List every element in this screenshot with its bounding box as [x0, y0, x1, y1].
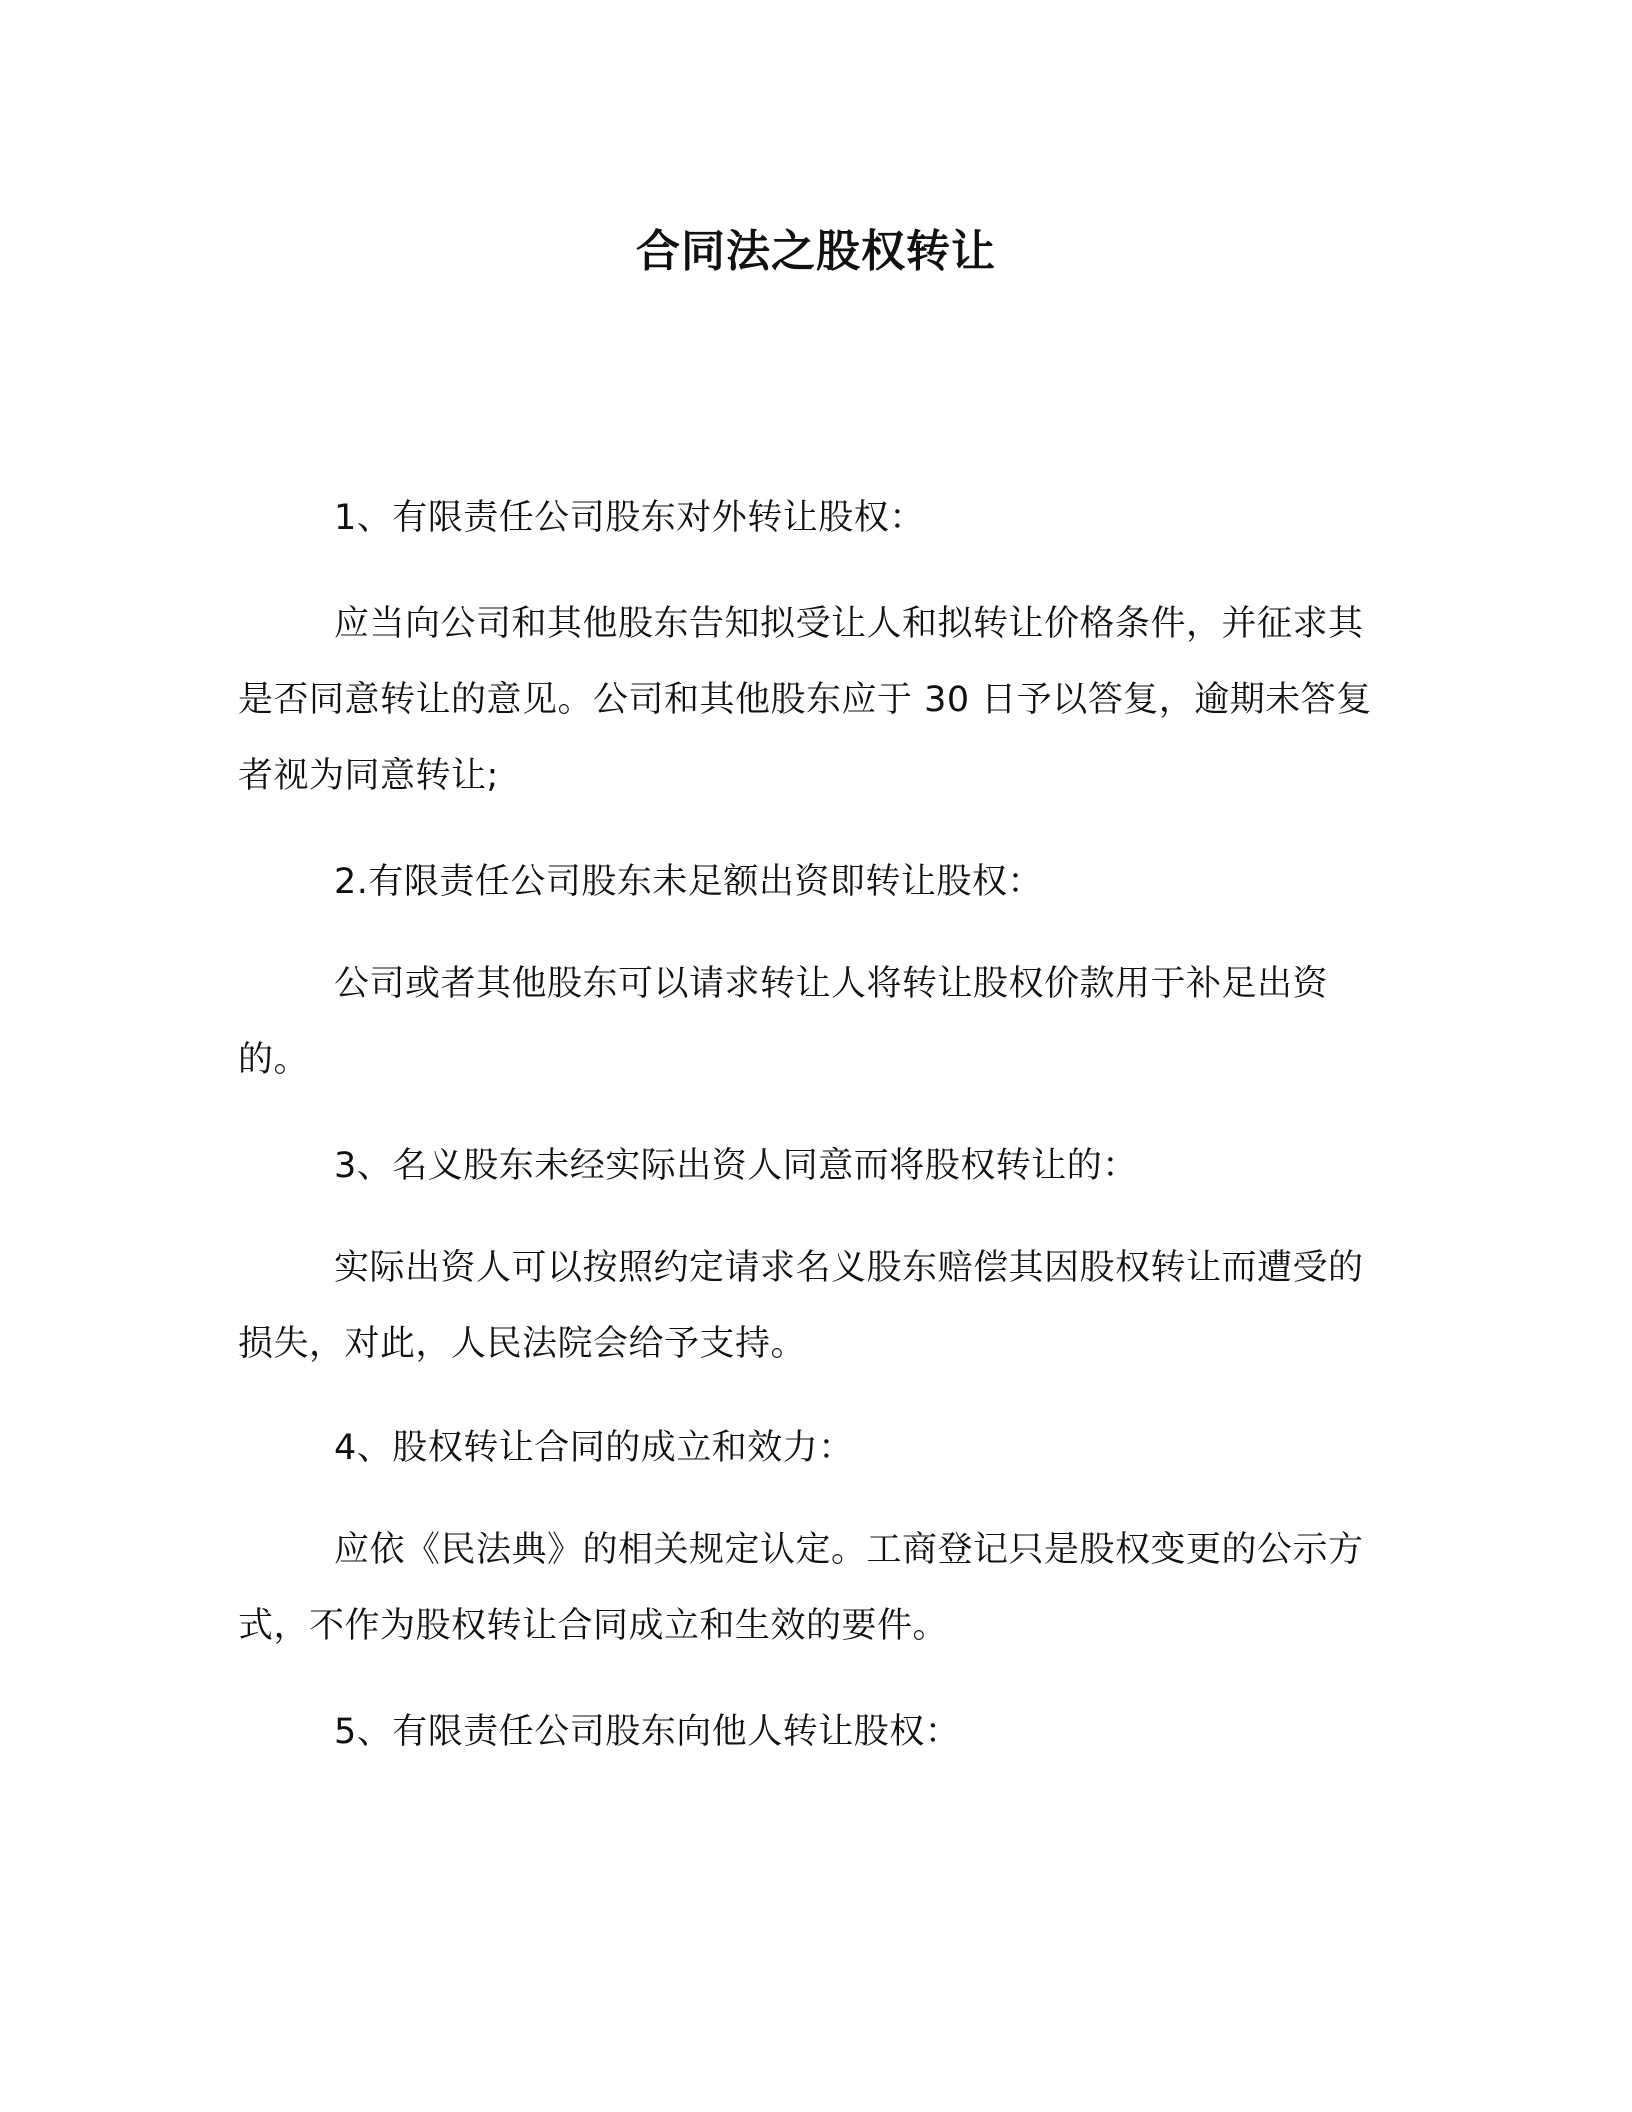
document-title: 合同法之股权转让: [636, 226, 996, 277]
section-2-heading: 2.有限责任公司股东未足额出资即转让股权：: [334, 862, 1043, 902]
section-4-body: 应依《民法典》的相关规定认定。工商登记只是股权变更的公示方式，不作为股权转让合同成立和生效的要件。: [238, 1530, 1364, 1646]
section-5-heading: 5、有限责任公司股东向他人转让股权：: [334, 1712, 961, 1752]
section-3-body: 实际出资人可以按照约定请求名义股东赔偿其因股权转让而遭受的损失，对此，人民法院会给予支持。: [238, 1248, 1364, 1364]
section-2-body: 公司或者其他股东可以请求转让人将转让股权价款用于补足出资的。: [238, 964, 1329, 1080]
section-3-heading: 3、名义股东未经实际出资人同意而将股权转让的：: [334, 1146, 1138, 1186]
section-1-heading: 1、有限责任公司股东对外转让股权：: [334, 498, 925, 538]
section-4-heading: 4、股权转让合同的成立和效力：: [334, 1428, 854, 1468]
section-1-body: 应当向公司和其他股东告知拟受让人和拟转让价格条件，并征求其是否同意转让的意见。公司和其他股东应于 30 日予以答复，逾期未答复者视为同意转让;: [238, 604, 1372, 796]
